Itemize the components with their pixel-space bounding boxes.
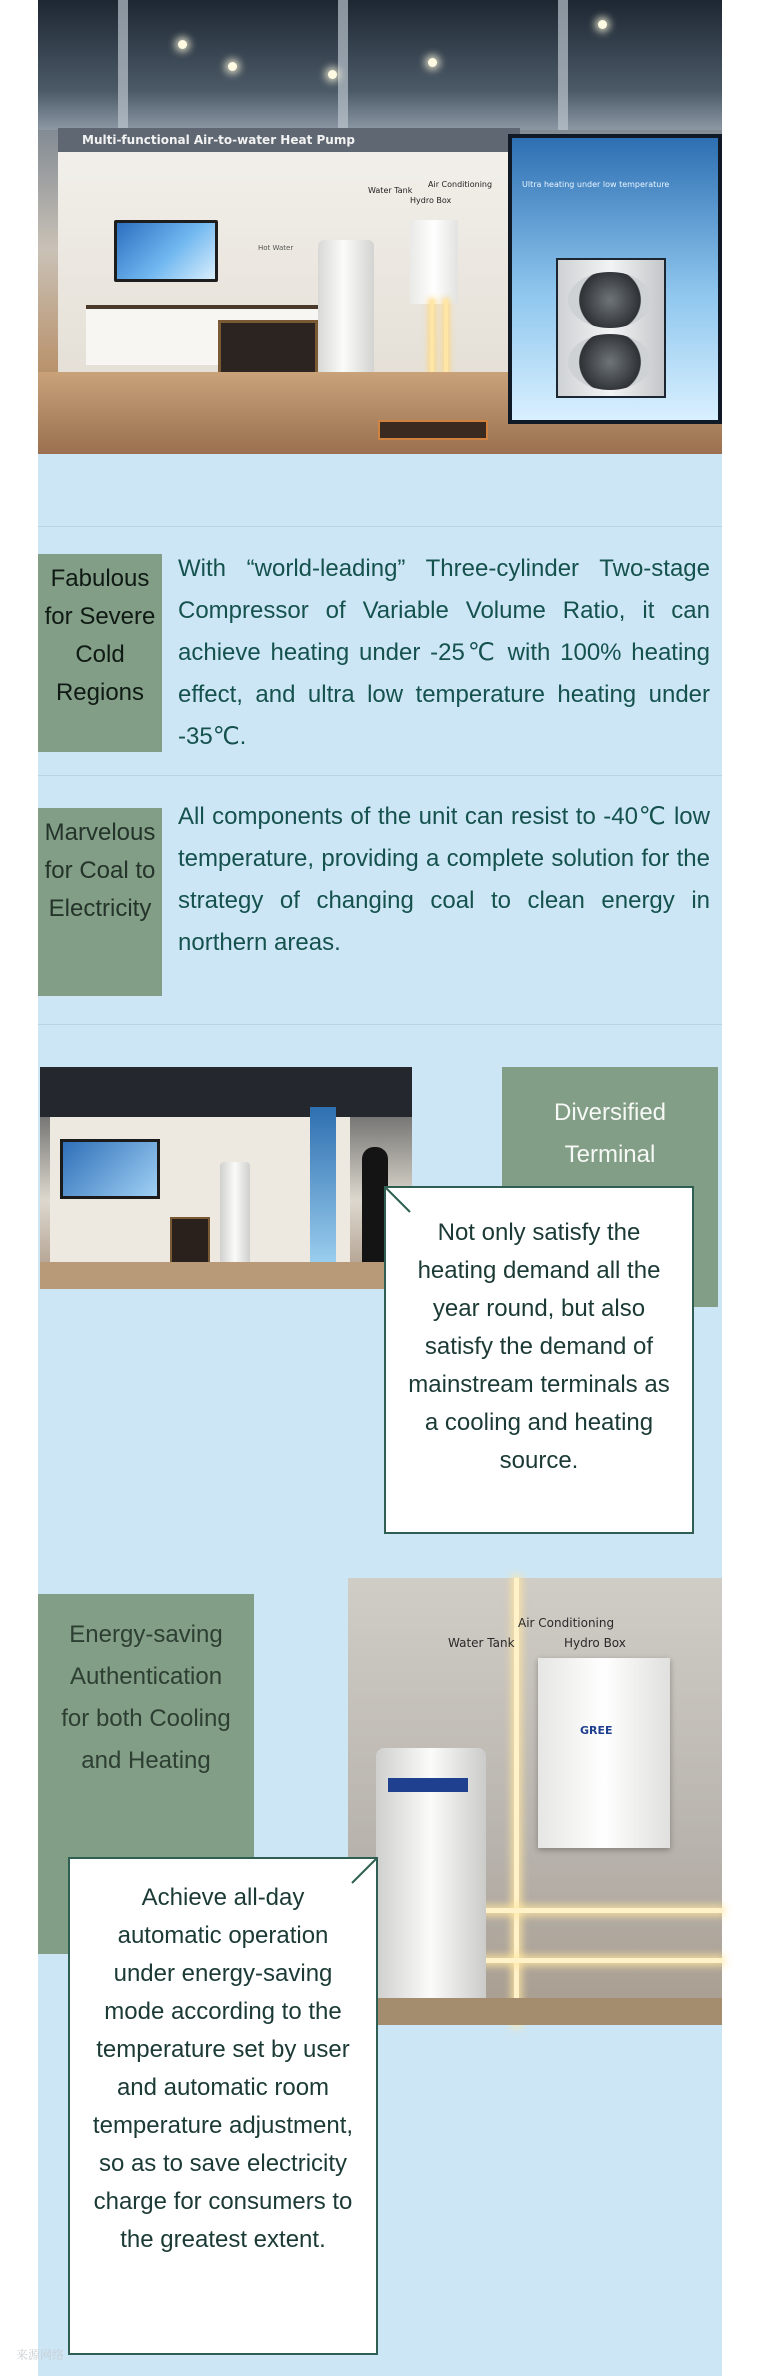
fan-grille (568, 272, 652, 328)
sink-cabinet (218, 320, 318, 375)
booth-label: Hot Water (258, 244, 294, 252)
energy-title: Energy-saving Authentication for both Cooling and Heating (61, 1621, 231, 1774)
terminal-text: Not only satisfy the heating demand all the year round, but also satisfy the demand of mainstream terminals as a cooling and heating source. (408, 1219, 670, 1474)
spotlight (178, 40, 187, 49)
card-corner-mark (384, 1186, 412, 1214)
display-screen (114, 220, 218, 282)
ice-panel (310, 1107, 336, 1267)
spotlight (598, 20, 607, 29)
energy-text-card (68, 1857, 378, 2355)
ceiling-beam (338, 0, 348, 130)
booth-label: Hydro Box (410, 196, 452, 205)
floor (348, 1998, 722, 2025)
source-watermark: 来源网络 (16, 2348, 65, 2362)
section-tag-coal-to-electricity: Marvelous for Coal to Electricity (38, 808, 162, 996)
floor-grille (378, 420, 488, 440)
tank-label (388, 1778, 468, 1792)
booth-label: Water Tank (368, 186, 413, 195)
divider (38, 775, 722, 776)
sink-cabinet (170, 1217, 210, 1267)
panel-caption: Ultra heating under low temperature (522, 180, 670, 189)
display-screen (60, 1139, 160, 1199)
divider (38, 526, 722, 527)
photo-label: Air Conditioning (518, 1616, 615, 1630)
ceiling-truss (38, 0, 722, 130)
booth-photo-angle (40, 1067, 412, 1289)
booth-banner: Multi-functional Air-to-water Heat Pump (58, 128, 520, 152)
section-tag-cold-regions: Fabulous for Severe Cold Regions (38, 554, 162, 752)
fan-grille (568, 334, 652, 390)
card-corner-mark (350, 1857, 378, 1885)
hydro-box-photo (348, 1578, 722, 2025)
spotlight (228, 62, 237, 71)
section-text-cold-regions: With “world-leading” Three-cylinder Two-stage Compressor of Variable Volume Ratio, it can achieve heating under -25℃ with 100% heating effect, and ultra low temperature heating under -35℃. (178, 555, 710, 750)
hydro-box (538, 1658, 670, 1848)
photo-label: Water Tank (448, 1636, 515, 1650)
water-tank (220, 1162, 250, 1272)
booth-label: Air Conditioning (428, 180, 493, 189)
divider (38, 1024, 722, 1025)
terminal-text-card (384, 1186, 694, 1534)
hydro-box (410, 220, 458, 304)
photo-label: Hydro Box (564, 1636, 626, 1650)
ceiling (40, 1067, 412, 1117)
spotlight (328, 70, 337, 79)
expo-booth-photo (38, 0, 722, 454)
article-page (16, 0, 722, 2376)
section-text-coal-to-electricity: All components of the unit can resist to -40℃ low temperature, providing a complete solution for the strategy of changing coal to clean energy in northern areas. (178, 803, 710, 956)
ceiling-beam (558, 0, 568, 130)
ceiling-beam (118, 0, 128, 130)
booth-floor (40, 1262, 412, 1289)
brand-logo: GREE (580, 1724, 613, 1737)
energy-text: Achieve all-day automatic operation under energy-saving mode according to the temperature set by user and automatic room temperature adjustment, so as to save electricity charge for consumers to the greatest extent. (92, 1884, 354, 2253)
spotlight (428, 58, 437, 67)
terminal-title: Diversified Terminal (553, 1099, 667, 1168)
